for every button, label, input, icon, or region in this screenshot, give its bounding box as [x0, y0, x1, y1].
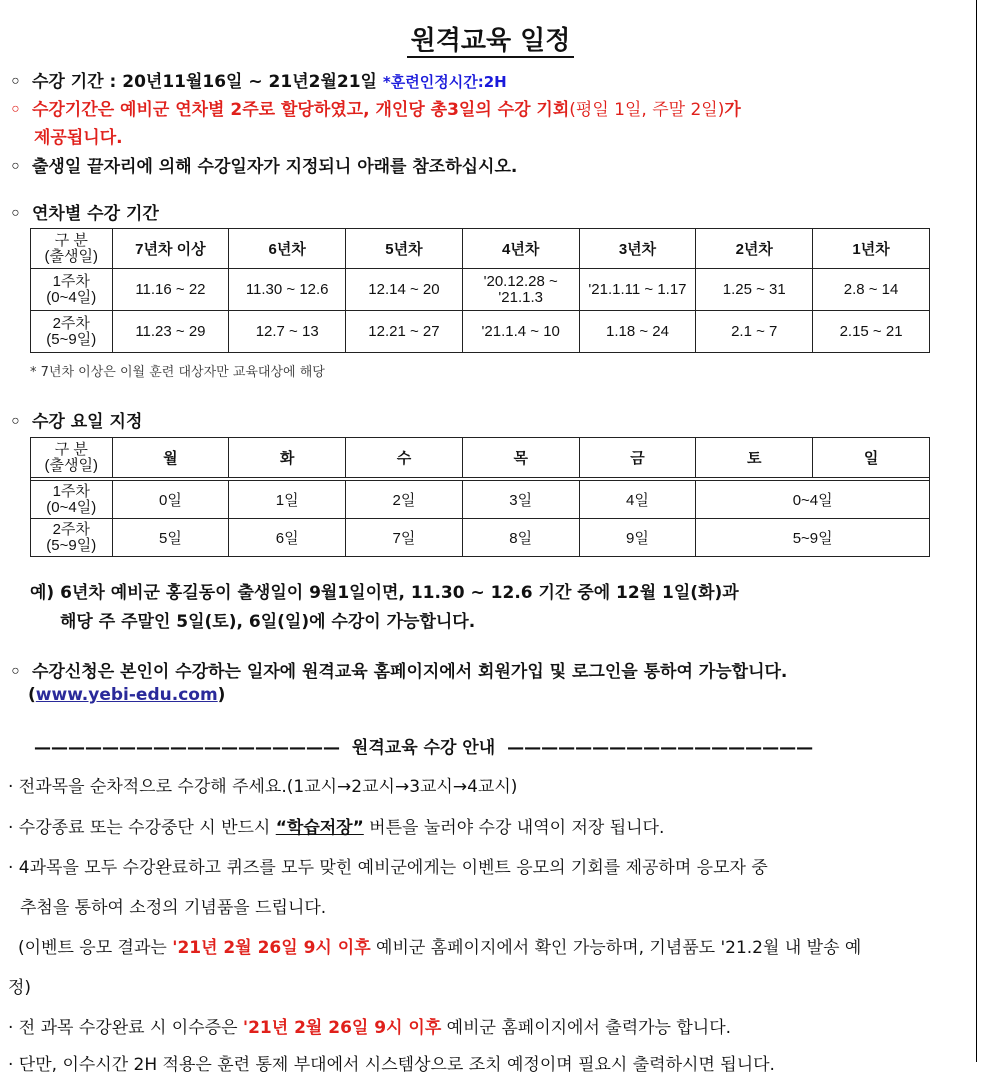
table-cell: 12.21 ~ 27: [346, 311, 463, 353]
table-cell: '21.1.4 ~ 10: [462, 311, 579, 353]
weekend-cell: 5~9일: [696, 519, 930, 557]
col-header: 토: [696, 438, 813, 478]
bullet-icon: ◦: [10, 157, 21, 177]
table-cell: 2.1 ~ 7: [696, 311, 813, 353]
table-cell: 1일: [229, 481, 346, 519]
year-footnote: * 7년차 이상은 이월 훈련 대상자만 교육대상에 해당: [30, 365, 325, 380]
row-label: 2주차 (5~9일): [31, 311, 113, 353]
table-cell: 2.8 ~ 14: [813, 269, 930, 311]
homepage-link[interactable]: www.yebi-edu.com: [35, 685, 218, 705]
guide-bullet-5: · 단만, 이수시간 2H 적용은 훈련 통제 부대에서 시스템상으로 조치 예정이며 필요시 출력하시면 됩니다.: [8, 1055, 775, 1075]
guide-bullet-2: · 수강종료 또는 수강중단 시 반드시 “학습저장” 버튼을 눌러야 수강 내역이 저장 됩니다.: [8, 818, 665, 838]
guide-divider: —————————————————— 원격교육 수강 안내 ——————————————————: [34, 738, 814, 758]
guide-bullet-3-cont: 추첨을 통하여 소정의 기념품을 드립니다.: [20, 898, 327, 918]
bullet-icon: ◦: [10, 72, 21, 92]
col-header: 6년차: [229, 229, 346, 269]
row-label: 1주차 (0~4일): [31, 269, 113, 311]
table-row: [31, 311, 930, 353]
col-header: 금: [579, 438, 696, 478]
bullet-icon: ◦: [10, 412, 21, 432]
table-cell: 6일: [229, 519, 346, 557]
table-row: [31, 269, 930, 311]
col-header: 목: [462, 438, 579, 478]
col-header: 2년차: [696, 229, 813, 269]
col-header: 4년차: [462, 229, 579, 269]
page-border-right: [976, 0, 977, 1062]
table-cell: 11.30 ~ 12.6: [229, 269, 346, 311]
event-note-cont: 정): [8, 978, 32, 998]
table-cell: 12.7 ~ 13: [229, 311, 346, 353]
table-cell: '20.12.28 ~ '21.1.3: [462, 269, 579, 311]
weekend-cell: 0~4일: [696, 481, 930, 519]
col-header: 일: [813, 438, 930, 478]
day-section-heading: ◦ 수강 요일 지정: [10, 412, 143, 432]
header-gubun: 구 분 (출생일): [31, 438, 113, 478]
row-label: 1주차 (0~4일): [31, 481, 113, 519]
row-label: 2주차 (5~9일): [31, 519, 113, 557]
bullet-icon: ◦: [10, 204, 21, 224]
header-gubun: 구 분 (출생일): [31, 229, 113, 269]
day-schedule-table: [30, 437, 930, 557]
example-line-2: 해당 주 주말인 5일(토), 6일(일)에 수강이 가능합니다.: [60, 612, 476, 632]
table-cell: 4일: [579, 481, 696, 519]
guide-bullet-4: · 전 과목 수강완료 시 이수증은 '21년 2월 26일 9시 이후 예비군 홈페이지에서 출력가능 합니다.: [8, 1018, 732, 1038]
table-cell: 2.15 ~ 21: [813, 311, 930, 353]
example-line-1: 예) 6년차 예비군 홍길동이 출생일이 9월1일이면, 11.30 ~ 12.6 기간 중에 12월 1일(화)과: [30, 583, 739, 603]
birth-note: ◦ 출생일 끝자리에 의해 수강일자가 지정되니 아래를 참조하십시오.: [10, 157, 518, 177]
year-schedule-table: [30, 228, 930, 353]
assign-line: ◦ 수강기간은 예비군 연차별 2주로 할당하였고, 개인당 총3일의 수강 기회(평일 1일, 주말 2일)가: [10, 100, 741, 120]
col-header: 월: [112, 438, 229, 478]
table-cell: 2일: [346, 481, 463, 519]
table-cell: 9일: [579, 519, 696, 557]
table-cell: 5일: [112, 519, 229, 557]
col-header: 1년차: [813, 229, 930, 269]
col-header: 7년차 이상: [112, 229, 229, 269]
guide-title: 원격교육 수강 안내: [351, 738, 496, 758]
bullet-icon: ◦: [10, 100, 21, 120]
table-cell: 12.14 ~ 20: [346, 269, 463, 311]
table-cell: '21.1.11 ~ 1.17: [579, 269, 696, 311]
training-hours-note: *훈련인정시간:2H: [382, 73, 507, 91]
table-cell: 11.23 ~ 29: [112, 311, 229, 353]
table-cell: 3일: [462, 481, 579, 519]
year-section-heading: ◦ 연차별 수강 기간: [10, 204, 159, 224]
table-header-row: [31, 229, 930, 269]
guide-bullet-1: · 전과목을 순차적으로 수강해 주세요.(1교시→2교시→3교시→4교시): [8, 777, 518, 797]
table-header-row: [31, 438, 930, 478]
col-header: 화: [229, 438, 346, 478]
table-row: [31, 519, 930, 557]
table-cell: 0일: [112, 481, 229, 519]
period-line: ◦ 수강 기간 : 20년11월16일 ~ 21년2월21일 *훈련인정시간:2H: [10, 72, 507, 92]
signup-line: ◦ 수강신청은 본인이 수강하는 일자에 원격교육 홈페이지에서 회원가입 및 로그인을 통하여 가능합니다.: [10, 662, 788, 682]
table-cell: 11.16 ~ 22: [112, 269, 229, 311]
table-cell: 1.25 ~ 31: [696, 269, 813, 311]
page-title: 원격교육 일정: [0, 20, 981, 57]
event-note: (이벤트 응모 결과는 '21년 2월 26일 9시 이후 예비군 홈페이지에서 확인 가능하며, 기념품도 '21.2월 내 발송 예: [18, 938, 862, 958]
col-header: 3년차: [579, 229, 696, 269]
col-header: 수: [346, 438, 463, 478]
assign-line-2: 제공됩니다.: [34, 128, 123, 148]
table-cell: 7일: [346, 519, 463, 557]
table-row: [31, 481, 930, 519]
table-cell: 8일: [462, 519, 579, 557]
guide-bullet-3: · 4과목을 모두 수강완료하고 퀴즈를 모두 맞힌 예비군에게는 이벤트 응모의 기회를 제공하며 응모자 중: [8, 858, 768, 878]
signup-url-line: (www.yebi-edu.com): [28, 685, 226, 705]
col-header: 5년차: [346, 229, 463, 269]
table-cell: 1.18 ~ 24: [579, 311, 696, 353]
bullet-icon: ◦: [10, 662, 21, 682]
